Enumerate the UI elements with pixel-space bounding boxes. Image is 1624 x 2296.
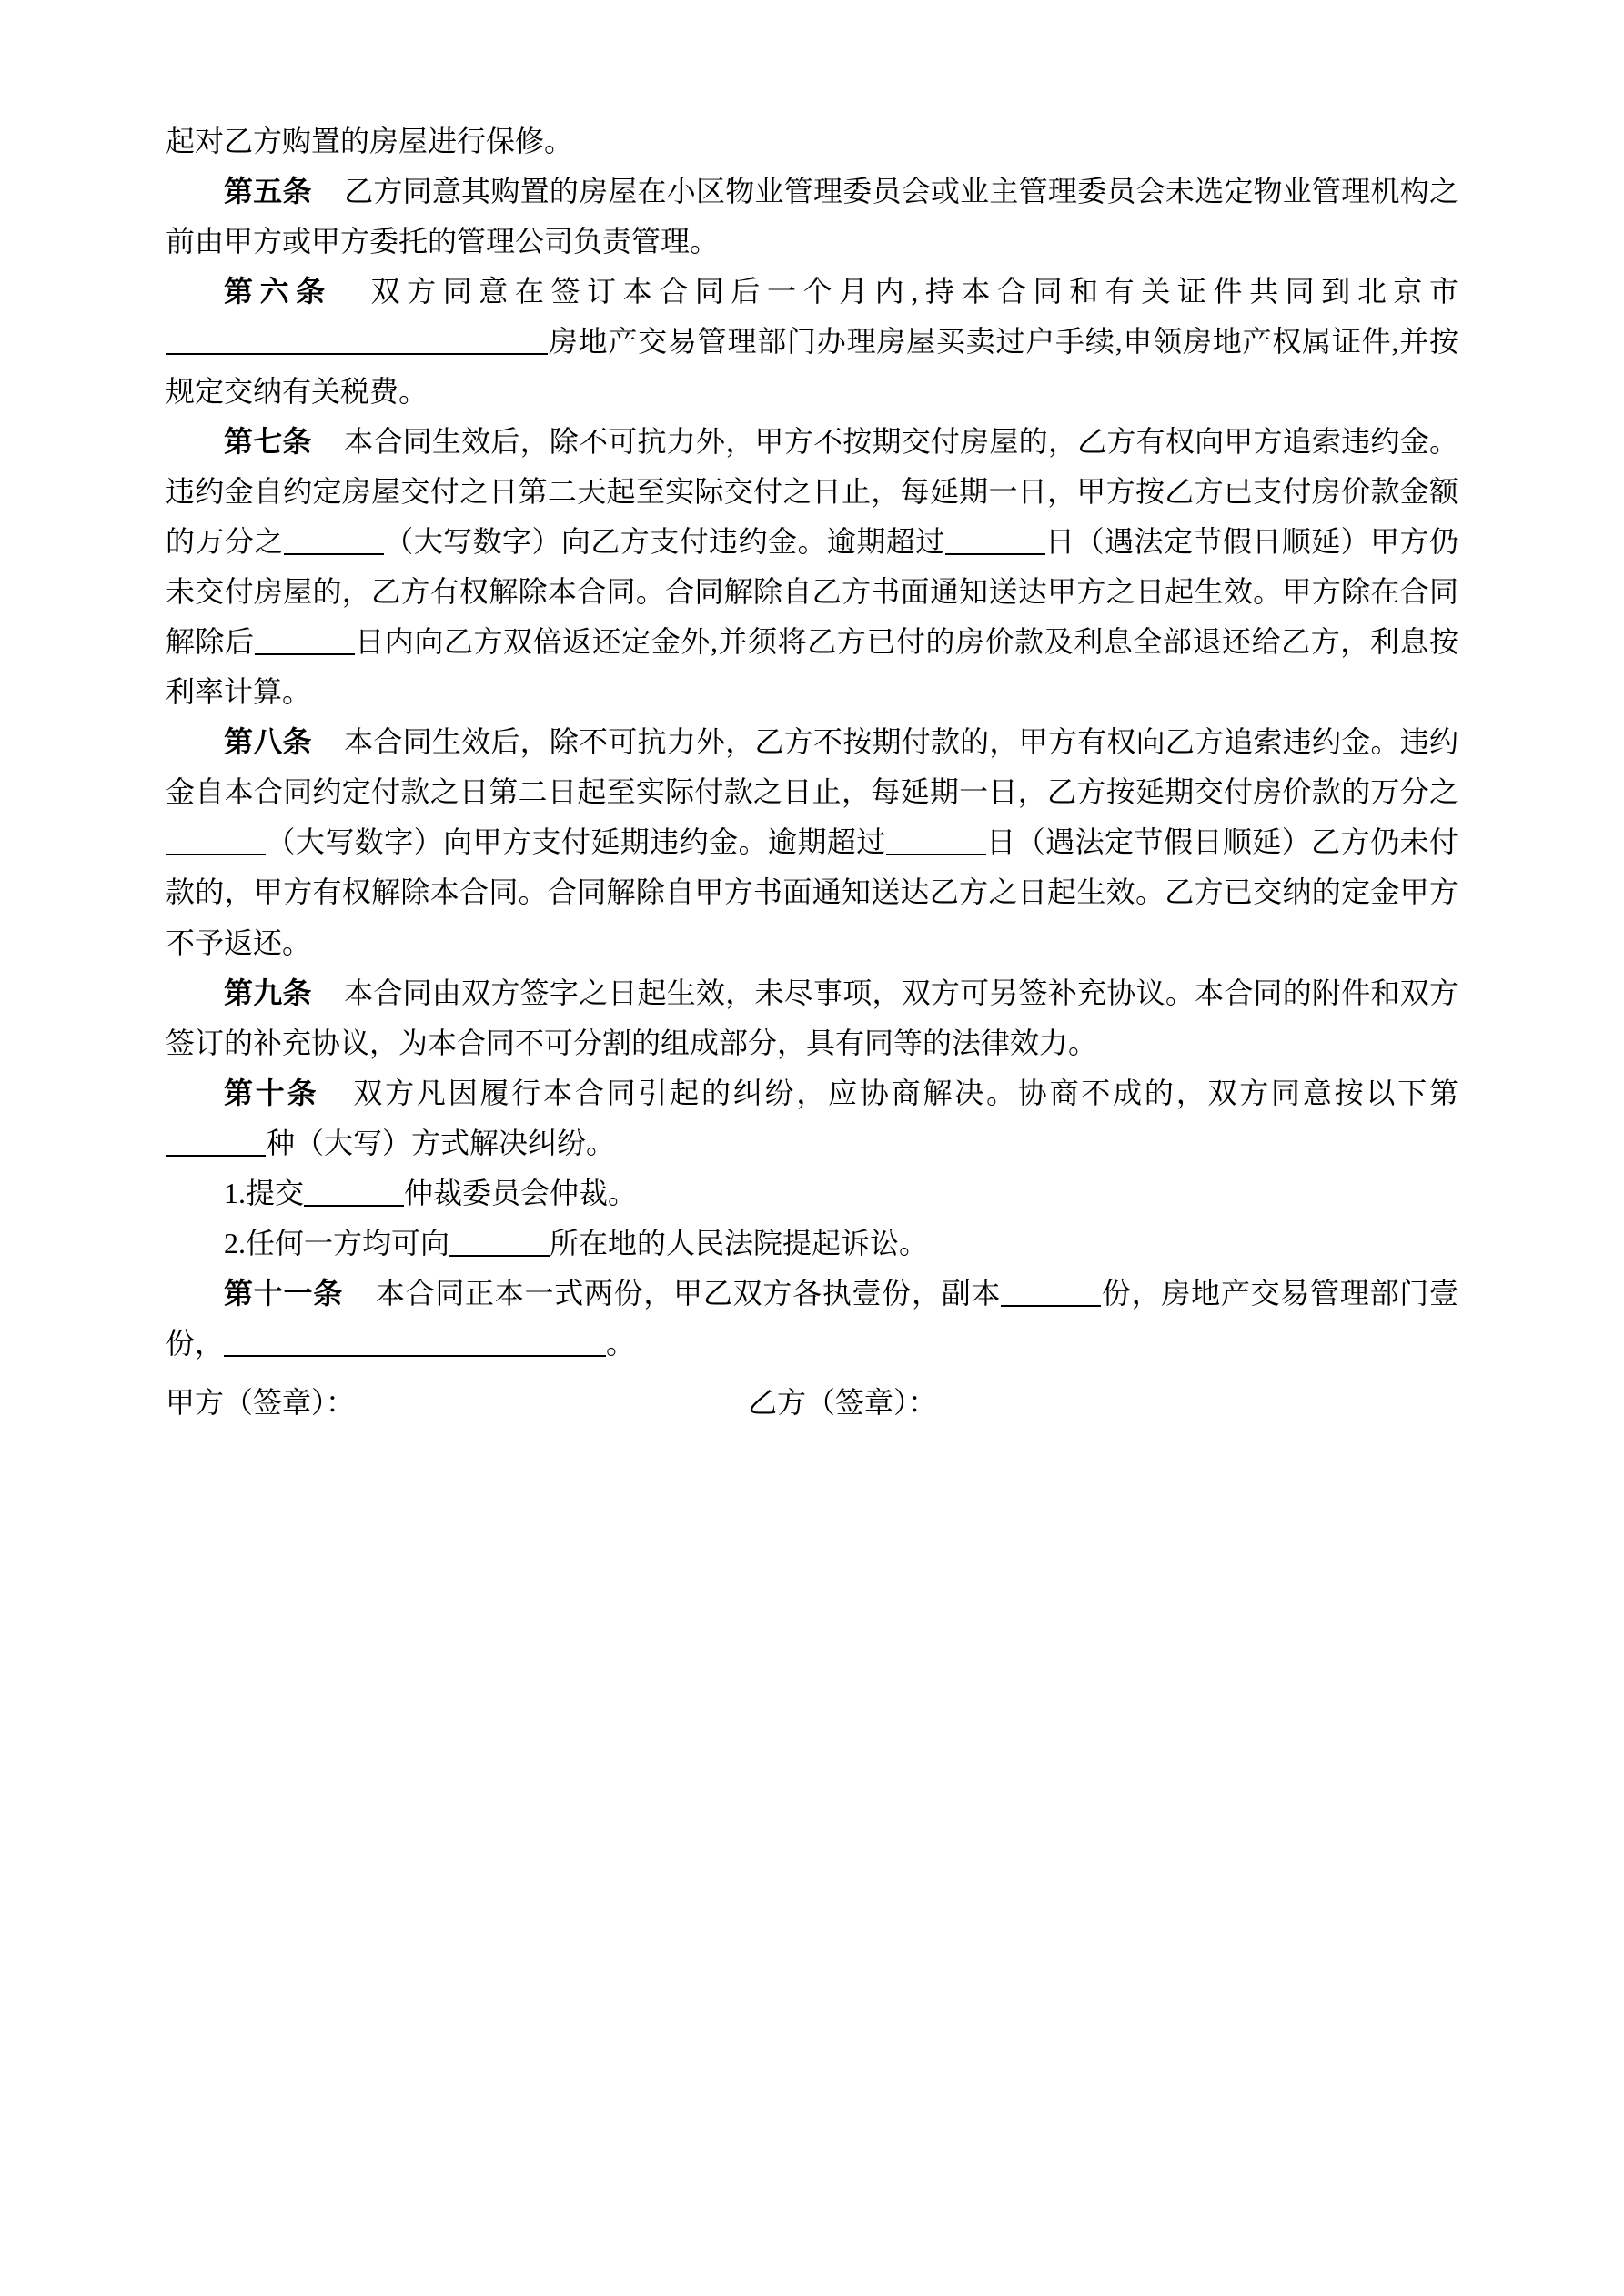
fill-in-blank[interactable] [284,553,384,555]
fill-in-blank[interactable] [449,1255,550,1257]
party-a-signature [166,1378,748,1428]
list-item-2 [166,1219,1458,1269]
article-text: 乙方同意其购置的房屋在小区物业管理委员会或业主管理委员会未选定物业管理机构之前由甲方或甲方委托的管理公司负责管理。 [166,175,1458,258]
article-text-2: 份，房地产交易管理部门壹份， [166,1276,1458,1360]
article-8 [166,717,1458,967]
item-text-1: 1.提交 [224,1176,305,1209]
paragraph-text: 起对乙方购置的房屋进行保修。 [166,125,574,157]
fill-in-blank[interactable] [166,1155,266,1157]
fill-in-blank[interactable] [224,1355,606,1357]
fill-in-blank[interactable] [1001,1305,1101,1307]
fill-in-blank[interactable] [304,1205,404,1207]
item-text-1: 2.任何一方均可向 [224,1226,450,1259]
article-7 [166,417,1458,717]
article-text-1: 本合同正本一式两份，甲乙双方各执壹份，副本 [375,1276,1002,1310]
article-11 [166,1269,1458,1369]
article-text-1: 双方凡因履行本合同引起的纠纷，应协商解决。协商不成的，双方同意按以下第 [353,1076,1458,1109]
party-b-label: 乙方（签章）： [748,1385,938,1419]
list-item-1 [166,1168,1458,1219]
item-text-2: 仲裁委员会仲裁。 [404,1176,638,1209]
article-text-after: 房地产交易管理部门办理房屋买卖过户手续,申领房地产权属证件,并按规定交纳有关税费。 [166,325,1458,409]
party-b-signature [748,1378,1458,1428]
article-text-3: 日（遇法定节假日顺延）乙方仍未付款的，甲方有权解除本合同。合同解除自甲方书面通知送达乙方之日起生效。乙方已交纳的定金甲方不予返还。 [166,825,1458,959]
article-label: 第八条 [224,725,312,759]
article-label: 第十一条 [224,1276,343,1310]
article-text-2: （大写数字）向乙方支付违约金。逾期超过 [383,525,945,559]
article-text-3: 。 [606,1326,636,1360]
article-text: 本合同由双方签字之日起生效，未尽事项，双方可另签补充协议。本合同的附件和双方签订的补充协议，为本合同不可分割的组成部分，具有同等的法律效力。 [166,976,1458,1059]
article-5 [166,167,1458,267]
fill-in-blank[interactable] [166,854,266,855]
document-body [166,116,1458,1428]
article-label: 第七条 [224,425,312,459]
fill-in-blank[interactable] [886,854,986,855]
article-9 [166,968,1458,1068]
article-text-2: （大写数字）向甲方支付延期违约金。逾期超过 [266,825,886,859]
article-text-4: 日内向乙方双倍返还定金外,并须将乙方已付的房价款及利息全部退还给乙方，利息按利率计算。 [166,625,1458,709]
fill-in-blank[interactable] [255,653,355,655]
article-text-1: 本合同生效后，除不可抗力外，乙方不按期付款的，甲方有权向乙方追索违约金。违约金自本合同约定付款之日第二日起至实际付款之日止，每延期一日，乙方按延期交付房价款的万分之 [166,725,1458,809]
article-text-3: 日（遇法定节假日顺延）甲方仍未交付房屋的，乙方有权解除本合同。合同解除自乙方书面通知送达甲方之日起生效。甲方除在合同解除后 [166,525,1458,659]
article-6 [166,267,1458,417]
article-text-2: 种（大写）方式解决纠纷。 [266,1126,616,1159]
article-label: 第十条 [224,1076,319,1109]
fill-in-blank[interactable] [166,353,548,355]
article-label: 第五条 [224,175,312,208]
item-text-2: 所在地的人民法院提起诉讼。 [550,1226,929,1259]
article-text-before: 双方同意在签订本合同后一个月内,持本合同和有关证件共同到北京市 [370,275,1458,308]
fill-in-blank[interactable] [945,553,1045,555]
article-10 [166,1068,1458,1168]
party-a-label: 甲方（签章）： [166,1385,356,1419]
paragraph-continuation [166,116,1458,167]
article-label: 第六条 [224,275,332,308]
article-text-1: 本合同生效后，除不可抗力外，甲方不按期交付房屋的，乙方有权向甲方追索违约金。违约金自约定房屋交付之日第二天起至实际交付之日止，每延期一日，甲方按乙方已支付房价款金额的万分之 [166,425,1458,559]
signature-row [166,1378,1458,1428]
article-label: 第九条 [224,976,312,1009]
